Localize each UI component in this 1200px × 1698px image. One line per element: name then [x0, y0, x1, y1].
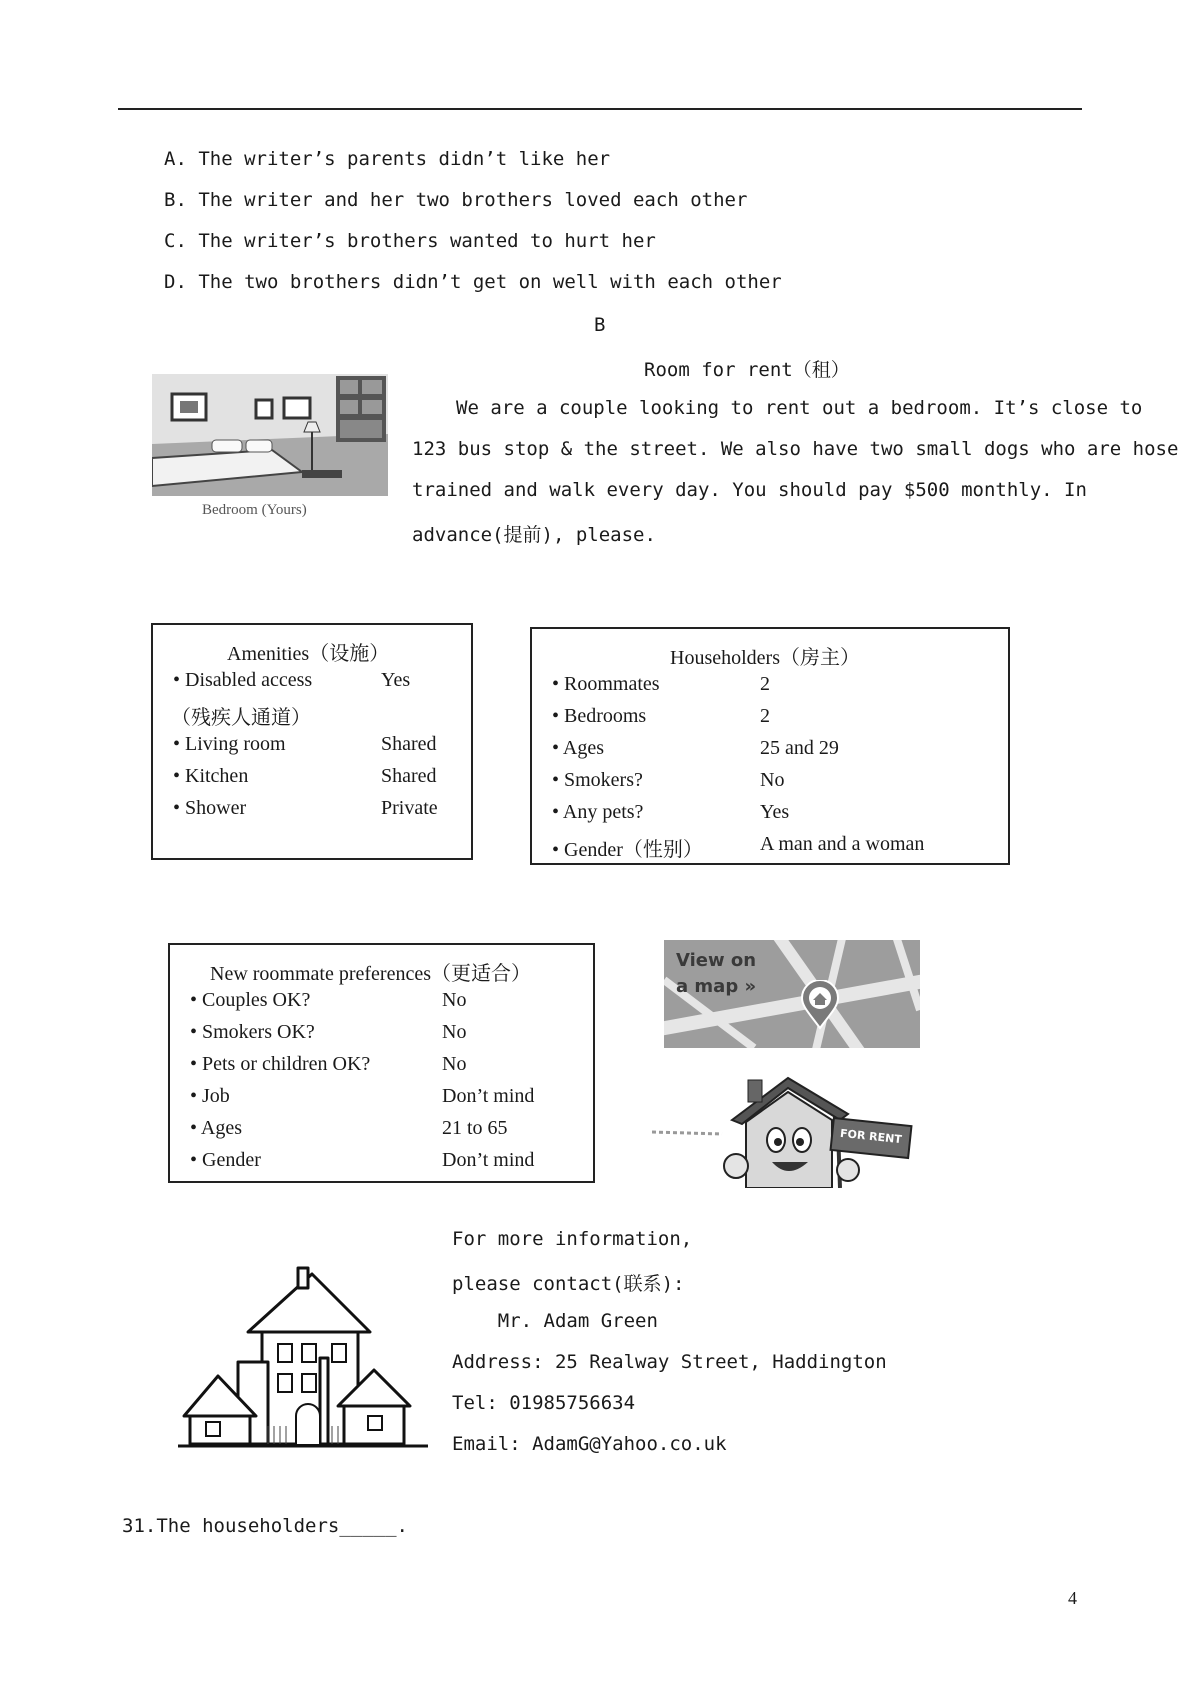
amenity-label: • Disabled access — [173, 669, 313, 691]
question-31 — [122, 1515, 408, 1537]
map-pin-icon — [800, 980, 840, 1030]
preference-label: • Job — [190, 1085, 230, 1107]
preference-value: No — [442, 1021, 467, 1043]
preference-value: Don’t mind — [442, 1085, 535, 1107]
amenity-label: • Shower — [173, 797, 247, 819]
amenity-value: Private — [381, 797, 438, 819]
contact-tel: Tel: 01985756634 — [452, 1392, 636, 1414]
bedroom-caption: Bedroom (Yours) — [202, 502, 307, 518]
map-link-line-2: a map » — [676, 976, 757, 997]
preference-value: Don’t mind — [442, 1149, 535, 1171]
house-line-art-icon — [178, 1266, 428, 1456]
ad-text-line-2: 123 bus stop & the street. We also have two small dogs who are hose — [412, 438, 1179, 460]
householder-value: Yes — [760, 801, 790, 823]
householders-box — [530, 627, 1010, 865]
ad-title: Room for rent（租） — [644, 359, 850, 381]
amenities-title: Amenities（设施） — [227, 643, 390, 665]
header-rule — [118, 108, 1082, 110]
amenities-row — [153, 701, 471, 733]
contact-line-1: For more information, — [452, 1228, 693, 1250]
preferences-row — [170, 1021, 593, 1053]
amenities-row — [153, 765, 471, 797]
ad-text-line-4: advance(提前), please. — [412, 524, 656, 546]
amenity-value: Yes — [381, 669, 411, 691]
question-number: 31. — [122, 1515, 157, 1537]
option-c: C. The writer’s brothers wanted to hurt her — [164, 230, 656, 252]
page-number: 4 — [1068, 1588, 1077, 1608]
option-a: A. The writer’s parents didn’t like her — [164, 148, 611, 170]
householder-label: • Any pets? — [552, 801, 644, 823]
householders-row — [532, 769, 1008, 801]
house-mascot-icon — [652, 1070, 922, 1188]
householder-value: 2 — [760, 705, 770, 727]
amenities-row — [153, 797, 471, 829]
preferences-title: New roommate preferences（更适合） — [210, 963, 531, 985]
option-b: B. The writer and her two brothers loved each other — [164, 189, 748, 211]
preference-value: 21 to 65 — [442, 1117, 508, 1139]
for-rent-sign-text: FOR RENT — [839, 1126, 903, 1147]
householder-label: • Smokers? — [552, 769, 643, 791]
option-d: D. The two brothers didn’t get on well with each other — [164, 271, 782, 293]
preference-label: • Smokers OK? — [190, 1021, 315, 1043]
preference-label: • Pets or children OK? — [190, 1053, 371, 1075]
householders-row — [532, 737, 1008, 769]
for-rent-house-cartoon — [652, 1070, 922, 1188]
householders-row — [532, 833, 1008, 865]
preferences-row — [170, 1117, 593, 1149]
contact-line-2: please contact(联系): — [452, 1273, 685, 1295]
bedroom-photo — [152, 374, 388, 524]
householder-label: • Roommates — [552, 673, 660, 695]
ad-text-line-3: trained and walk every day. You should pay $500 monthly. In — [412, 479, 1087, 501]
amenity-value: Shared — [381, 733, 437, 755]
preference-label: • Couples OK? — [190, 989, 311, 1011]
amenities-box — [151, 623, 473, 860]
map-link-line-1: View on — [676, 950, 757, 971]
amenity-label: • Kitchen — [173, 765, 249, 787]
ad-text-line-1: We are a couple looking to rent out a bedroom. It’s close to — [456, 397, 1143, 419]
preferences-row — [170, 1149, 593, 1181]
householder-value: 2 — [760, 673, 770, 695]
contact-address: Address: 25 Realway Street, Haddington — [452, 1351, 887, 1373]
householder-label: • Bedrooms — [552, 705, 647, 727]
contact-email: Email: AdamG@Yahoo.co.uk — [452, 1433, 727, 1455]
preferences-box — [168, 943, 595, 1183]
preferences-row — [170, 1053, 593, 1085]
householders-row — [532, 705, 1008, 737]
amenity-label: • Living room — [173, 733, 286, 755]
householder-label: • Ages — [552, 737, 605, 759]
householder-value: A man and a woman — [760, 833, 925, 855]
amenities-row — [153, 669, 471, 701]
preference-label: • Ages — [190, 1117, 243, 1139]
preference-label: • Gender — [190, 1149, 261, 1171]
preferences-row — [170, 989, 593, 1021]
householders-row — [532, 801, 1008, 833]
contact-name: Mr. Adam Green — [452, 1310, 658, 1332]
amenity-label: （残疾人通道） — [171, 707, 311, 729]
preferences-row — [170, 1085, 593, 1117]
amenities-row — [153, 733, 471, 765]
preference-value: No — [442, 1053, 467, 1075]
amenity-value: Shared — [381, 765, 437, 787]
question-text: The householders_____. — [156, 1515, 408, 1537]
householders-title: Householders（房主） — [670, 647, 860, 669]
householder-value: No — [760, 769, 785, 791]
preference-value: No — [442, 989, 467, 1011]
householder-label: • Gender（性别） — [552, 839, 703, 861]
householders-row — [532, 673, 1008, 705]
section-letter: B — [594, 314, 606, 336]
view-on-map-link[interactable] — [664, 940, 920, 1048]
householder-value: 25 and 29 — [760, 737, 839, 759]
house-drawing — [178, 1266, 428, 1456]
